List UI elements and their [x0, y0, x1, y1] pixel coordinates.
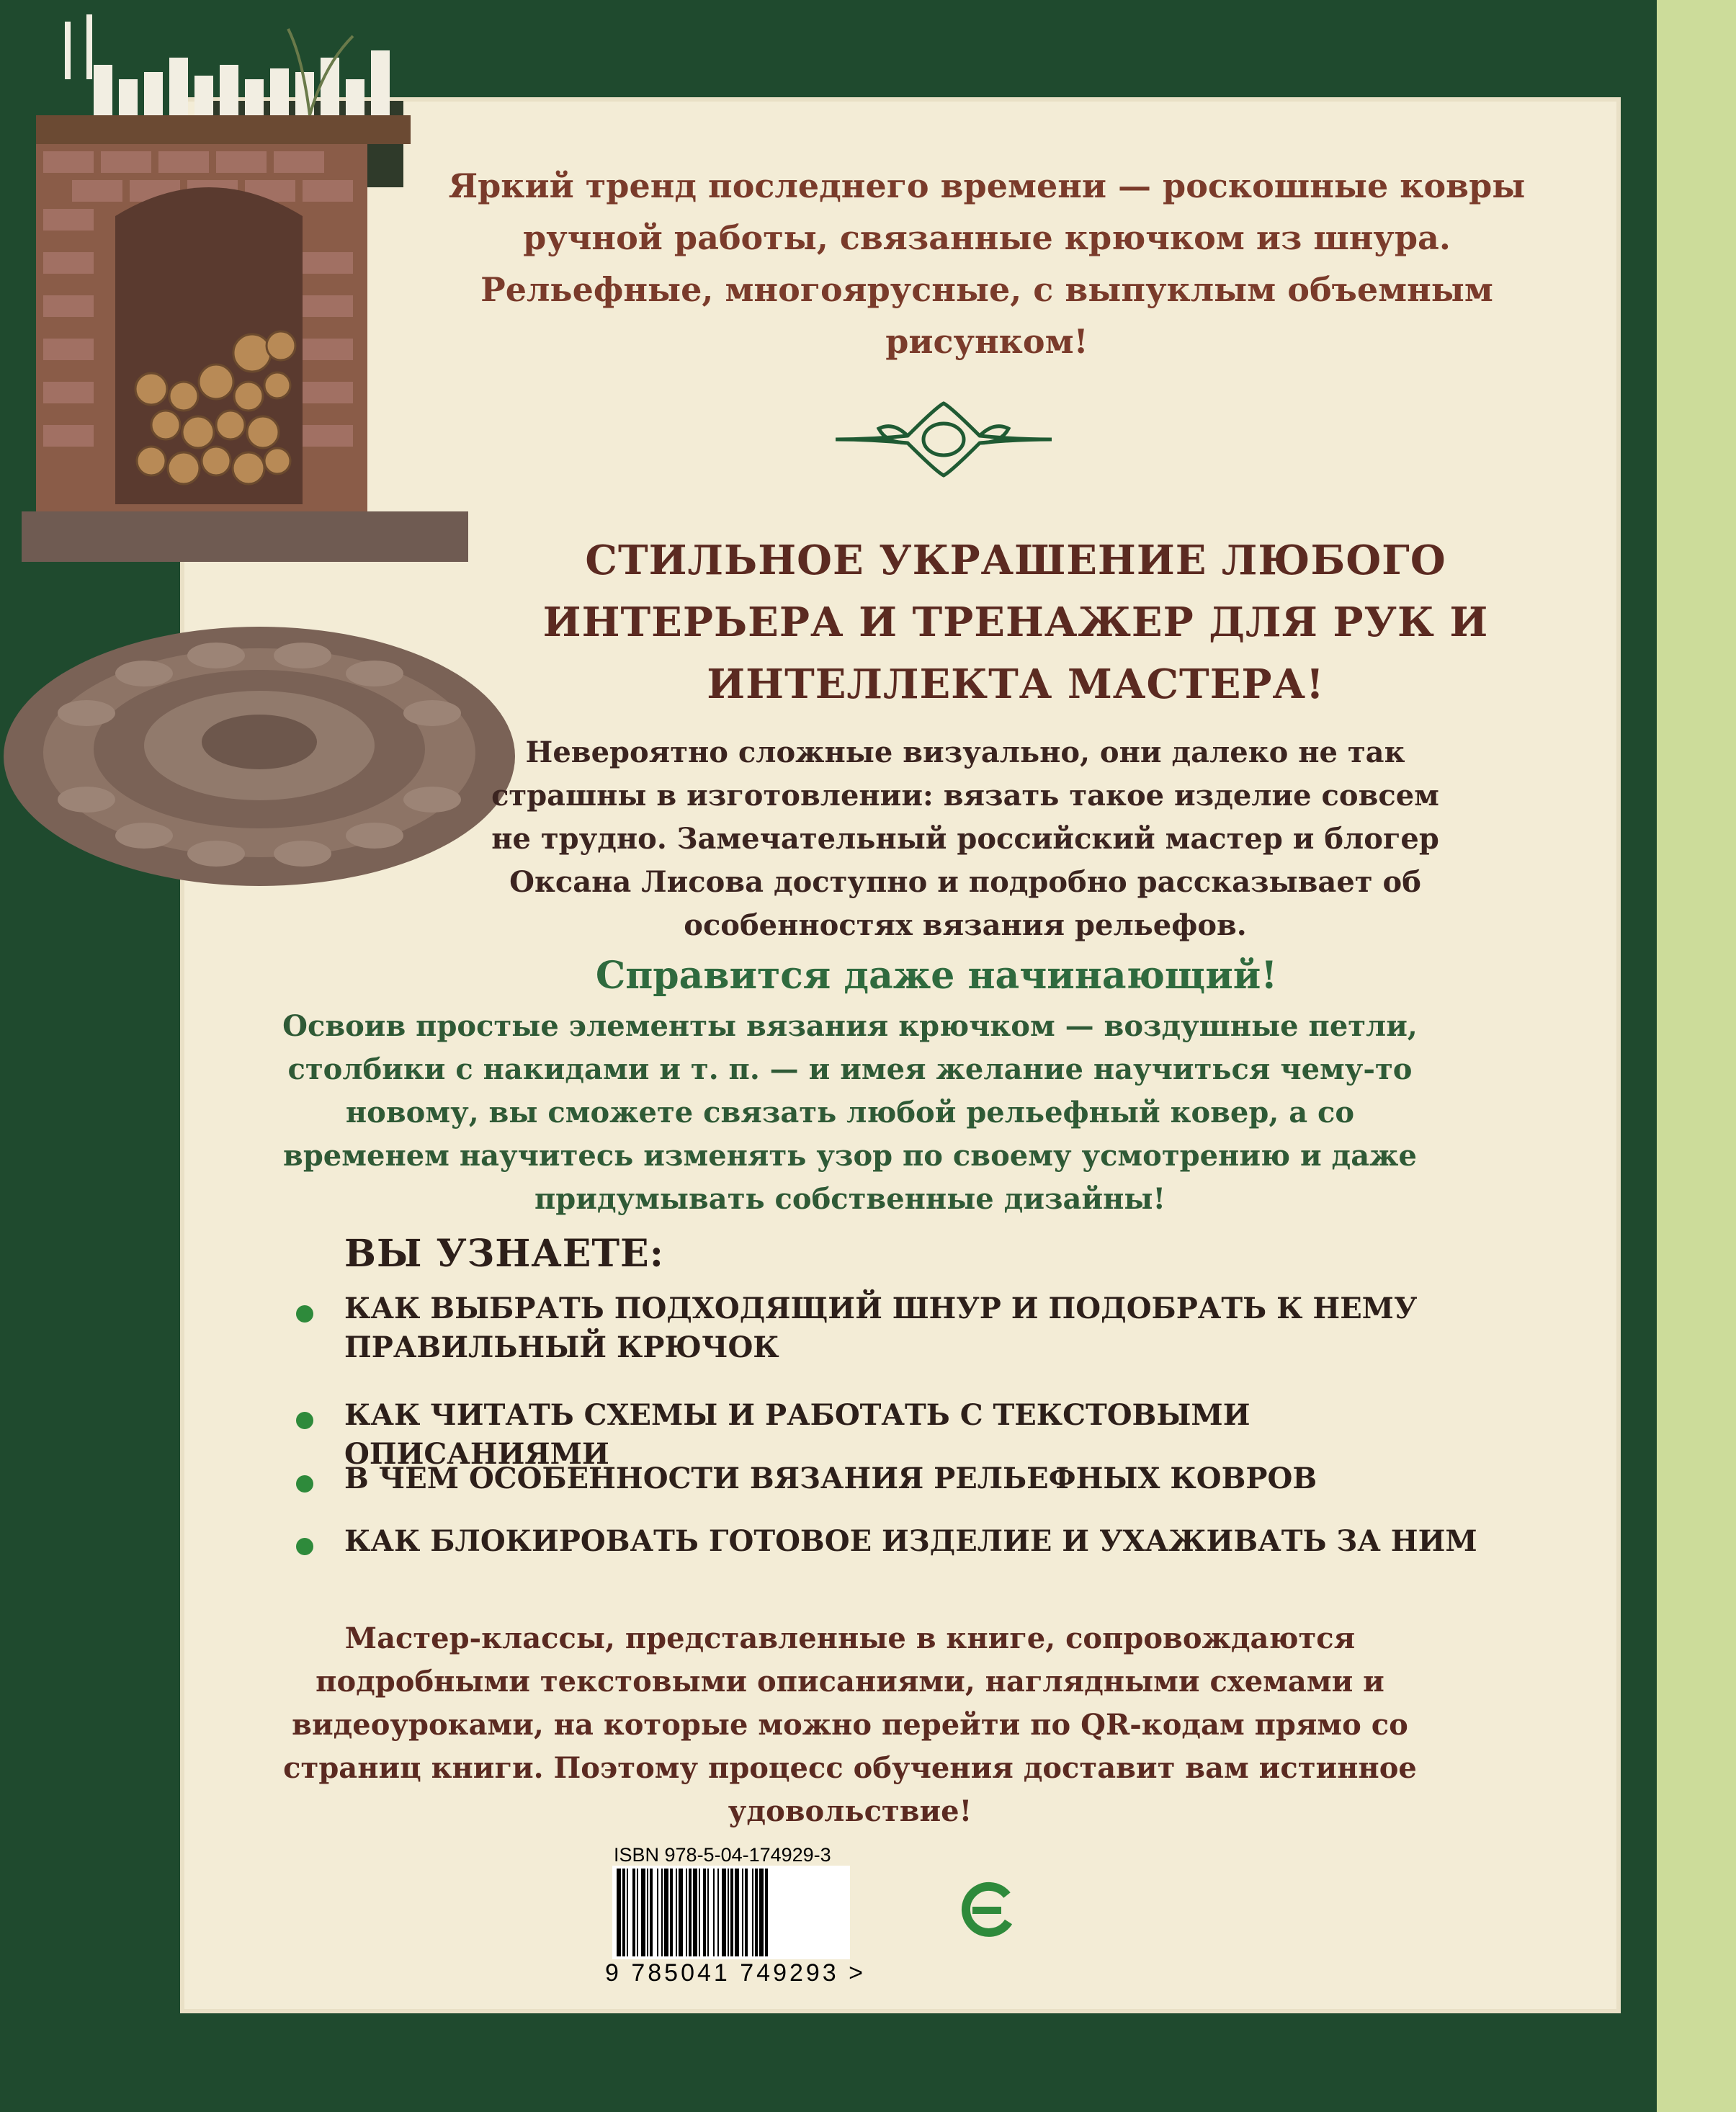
- barcode-bar: [637, 1869, 638, 1956]
- paragraph-masterclass: Мастер-классы, представленные в книге, сопровождаются подробными текстовыми описаниями, наглядными схемами и видеоуроками, на которые можно перейти по QR-кодам прямо со страниц книги. Поэтому процесс обучения доставит вам истинное удовольствие!: [283, 1621, 1417, 1828]
- barcode-bar: [686, 1869, 687, 1956]
- barcode-bar: [632, 1869, 635, 1956]
- list-item-label: КАК ЧИТАТЬ СХЕМЫ И РАБОТАТЬ С ТЕКСТОВЫМИ ОПИСАНИЯМИ: [344, 1398, 1250, 1471]
- barcode-bar: [745, 1869, 748, 1956]
- barcode-bar: [707, 1869, 709, 1956]
- list-item-label: КАК БЛОКИРОВАТЬ ГОТОВОЕ ИЗДЕЛИЕ И УХАЖИВАТЬ ЗА НИМ: [344, 1524, 1477, 1558]
- barcode-bar: [755, 1869, 758, 1956]
- isbn-number: ISBN 978-5-04-174929-3: [614, 1844, 831, 1866]
- bullet-dot-icon: [296, 1305, 313, 1323]
- barcode-bar: [689, 1869, 692, 1956]
- paragraph-beginner: Освоив простые элементы вязания крючком — воздушные петли, столбики с накидами и т. п. — и имея желание научиться чему-то новому, вы сможете связать любой рельефный ковер, а со временем научитесь изменять узор по своему усмотрению и даже придумывать собственные дизайны!: [282, 1009, 1418, 1216]
- intro-text: Яркий тренд последнего времени — роскошные ковры ручной работы, связанные крючком из шнура. Рельефные, многоярусные, с выпуклым объемным рисунком!: [448, 166, 1526, 361]
- barcode: [612, 1866, 850, 1959]
- barcode-bar: [657, 1869, 658, 1956]
- barcode-bar: [703, 1869, 706, 1956]
- barcode-bar: [679, 1869, 683, 1956]
- barcode-bar: [752, 1869, 753, 1956]
- beginner-heading: Справится даже начинающий!: [595, 954, 1278, 998]
- bullet-dot-icon: [296, 1475, 313, 1493]
- headline: СТИЛЬНОЕ УКРАШЕНИЕ ЛЮБОГО ИНТЕРЬЕРА И ТРЕНАЖЕР ДЛЯ РУК И ИНТЕЛЛЕКТА МАСТЕРА!: [542, 537, 1489, 708]
- paragraph-description: Невероятно сложные визуально, они далеко не так страшны в изготовлении: вязать такое изделие совсем не трудно. Замечательный российский мастер и блогер Оксана Лисова доступно и подробно рассказывает об особенностях вязания рельефов.: [491, 735, 1439, 942]
- barcode-bar: [661, 1869, 663, 1956]
- barcode-bar: [641, 1869, 645, 1956]
- barcode-bar: [617, 1869, 621, 1956]
- bullet-dot-icon: [296, 1538, 313, 1555]
- list-item-label: КАК ВЫБРАТЬ ПОДХОДЯЩИЙ ШНУР И ПОДОБРАТЬ К НЕМУ ПРАВИЛЬНЫЙ КРЮЧОК: [344, 1292, 1418, 1364]
- barcode-bar: [676, 1869, 677, 1956]
- flourish-ornament: [828, 393, 1059, 486]
- barcode-bar: [647, 1869, 648, 1956]
- barcode-bar: [693, 1869, 697, 1956]
- barcode-bar: [650, 1869, 653, 1956]
- book-spine-strip: [1657, 0, 1736, 2112]
- barcode-digits: 9 785041 749293 >: [605, 1959, 867, 1987]
- fireplace-photo: [14, 14, 490, 569]
- barcode-bar: [765, 1869, 768, 1956]
- barcode-bar: [717, 1869, 719, 1956]
- barcode-bar: [713, 1869, 715, 1956]
- barcode-bar: [699, 1869, 700, 1956]
- barcode-bar: [735, 1869, 739, 1956]
- barcode-bar: [622, 1869, 625, 1956]
- barcode-bar: [759, 1869, 764, 1956]
- crochet-rug-photo: [0, 605, 519, 893]
- barcode-bar: [728, 1869, 729, 1956]
- publisher-logo-icon: [957, 1877, 1021, 1942]
- learn-heading: ВЫ УЗНАЕТЕ:: [344, 1232, 664, 1276]
- list-item-label: В ЧЕМ ОСОБЕННОСТИ ВЯЗАНИЯ РЕЛЬЕФНЫХ КОВРОВ: [344, 1462, 1317, 1495]
- barcode-bar: [627, 1869, 628, 1956]
- barcode-bar: [742, 1869, 743, 1956]
- barcode-bar: [722, 1869, 726, 1956]
- barcode-bar: [664, 1869, 668, 1956]
- barcode-bar: [730, 1869, 733, 1956]
- bullet-dot-icon: [296, 1412, 313, 1429]
- barcode-bar: [670, 1869, 673, 1956]
